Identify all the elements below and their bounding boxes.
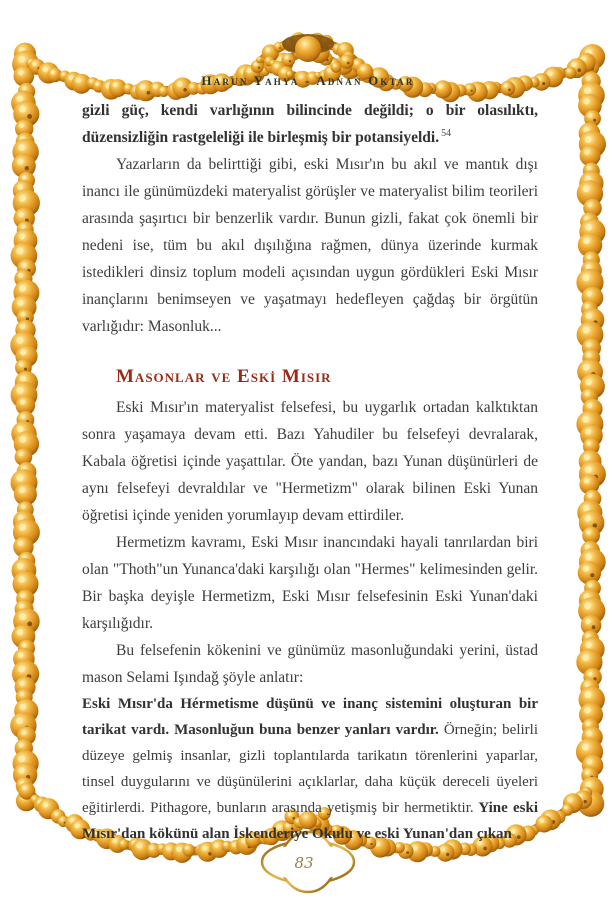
paragraph: Bu felsefenin kökenini ve günümüz masonluğundaki yerini, üstad mason Selami Işındağ şöyle anlatır:: [82, 642, 538, 686]
header-title: Harun Yahya - Adnan Oktar: [201, 73, 415, 88]
lead-bold-text: gizli güç, kendi varlığının bilincinde değildi; o bir olasılıktı, düzensizliğin rastgeleliği ile birleşmiş bir potansiyeldi.: [82, 102, 538, 146]
paragraph: Hermetizm kavramı, Eski Mısır inancındaki hayali tanrılardan biri olan "Thoth"un Yunanca'daki karşılığı olan "Hermes" kelimesinden gelir. Bir başka deyişle Hermetizm, Eski Mısır felsefesinin Eski Yunan'daki karşılığıdır.: [82, 534, 538, 632]
running-head: [0, 72, 616, 90]
quote-bold-segment: Eski Mısır'da Hérmetisme düşünü ve inanç sistemini oluşturan bir tarikat vardı. Masonluğun buna benzer yanları vardır.: [82, 696, 538, 738]
paragraph: Eski Mısır'ın materyalist felsefesi, bu uygarlık ortadan kalktıktan sonra yaşamaya devam etti. Bazı Yahudiler bu felsefeyi devralarak, Kabala öğretisi içinde yaşattılar. Öte yandan, bazı Yunan düşünürleri de aynı felsefeyi devraldılar ve "Hermetizm" olarak bilinen Eski Yunan öğretisi içinde yeniden yorumlayıp devam ettirdiler.: [82, 399, 538, 524]
quote-normal-segment: Örneğin; belirli düzeye gelmiş insanlar, gizli toplantılarda tarikatın törenlerini yaparlar, tinsel duygularını ve düşünülerini açıklarlar, daha küçük dereceli üyeleri eğitirlerdi. Pithagore, bunların arasında yetişmiş bir hermetiktir.: [82, 722, 538, 816]
paragraph-continuation: [82, 97, 538, 151]
quote-bold-segment: Yine eski Mısır'dan kökünü alan İskenderiye Okulu ve eski Yunan'dan çıkan: [82, 800, 538, 842]
paragraph: Yazarların da belirttiği gibi, eski Mısır'ın bu akıl ve mantık dışı inancı ile günümüzdeki materyalist görüşler ve materyalist bilim teorileri arasında şaşırtıcı bir benzerlik vardır. Bunun gizli, fakat çok önemli bir nedeni ise, tüm bu akıl dışılığına rağmen, dünya üzerinde kurmak istedikleri dinsiz toplum modeli açısından uygun gördükleri Eski Mısır inançlarını benimseyen ve yaşatmayı hedefleyen çağdaş bir örgütün varlığıdır: Masonluk...: [82, 156, 538, 335]
page-body: [82, 97, 538, 847]
page-number: 83: [294, 854, 314, 872]
top-ornament-center: [295, 36, 321, 62]
section-heading: Masonlar ve Eski Mısır: [116, 366, 332, 387]
block-quote: [82, 691, 538, 847]
footnote-marker: 54: [441, 127, 452, 139]
